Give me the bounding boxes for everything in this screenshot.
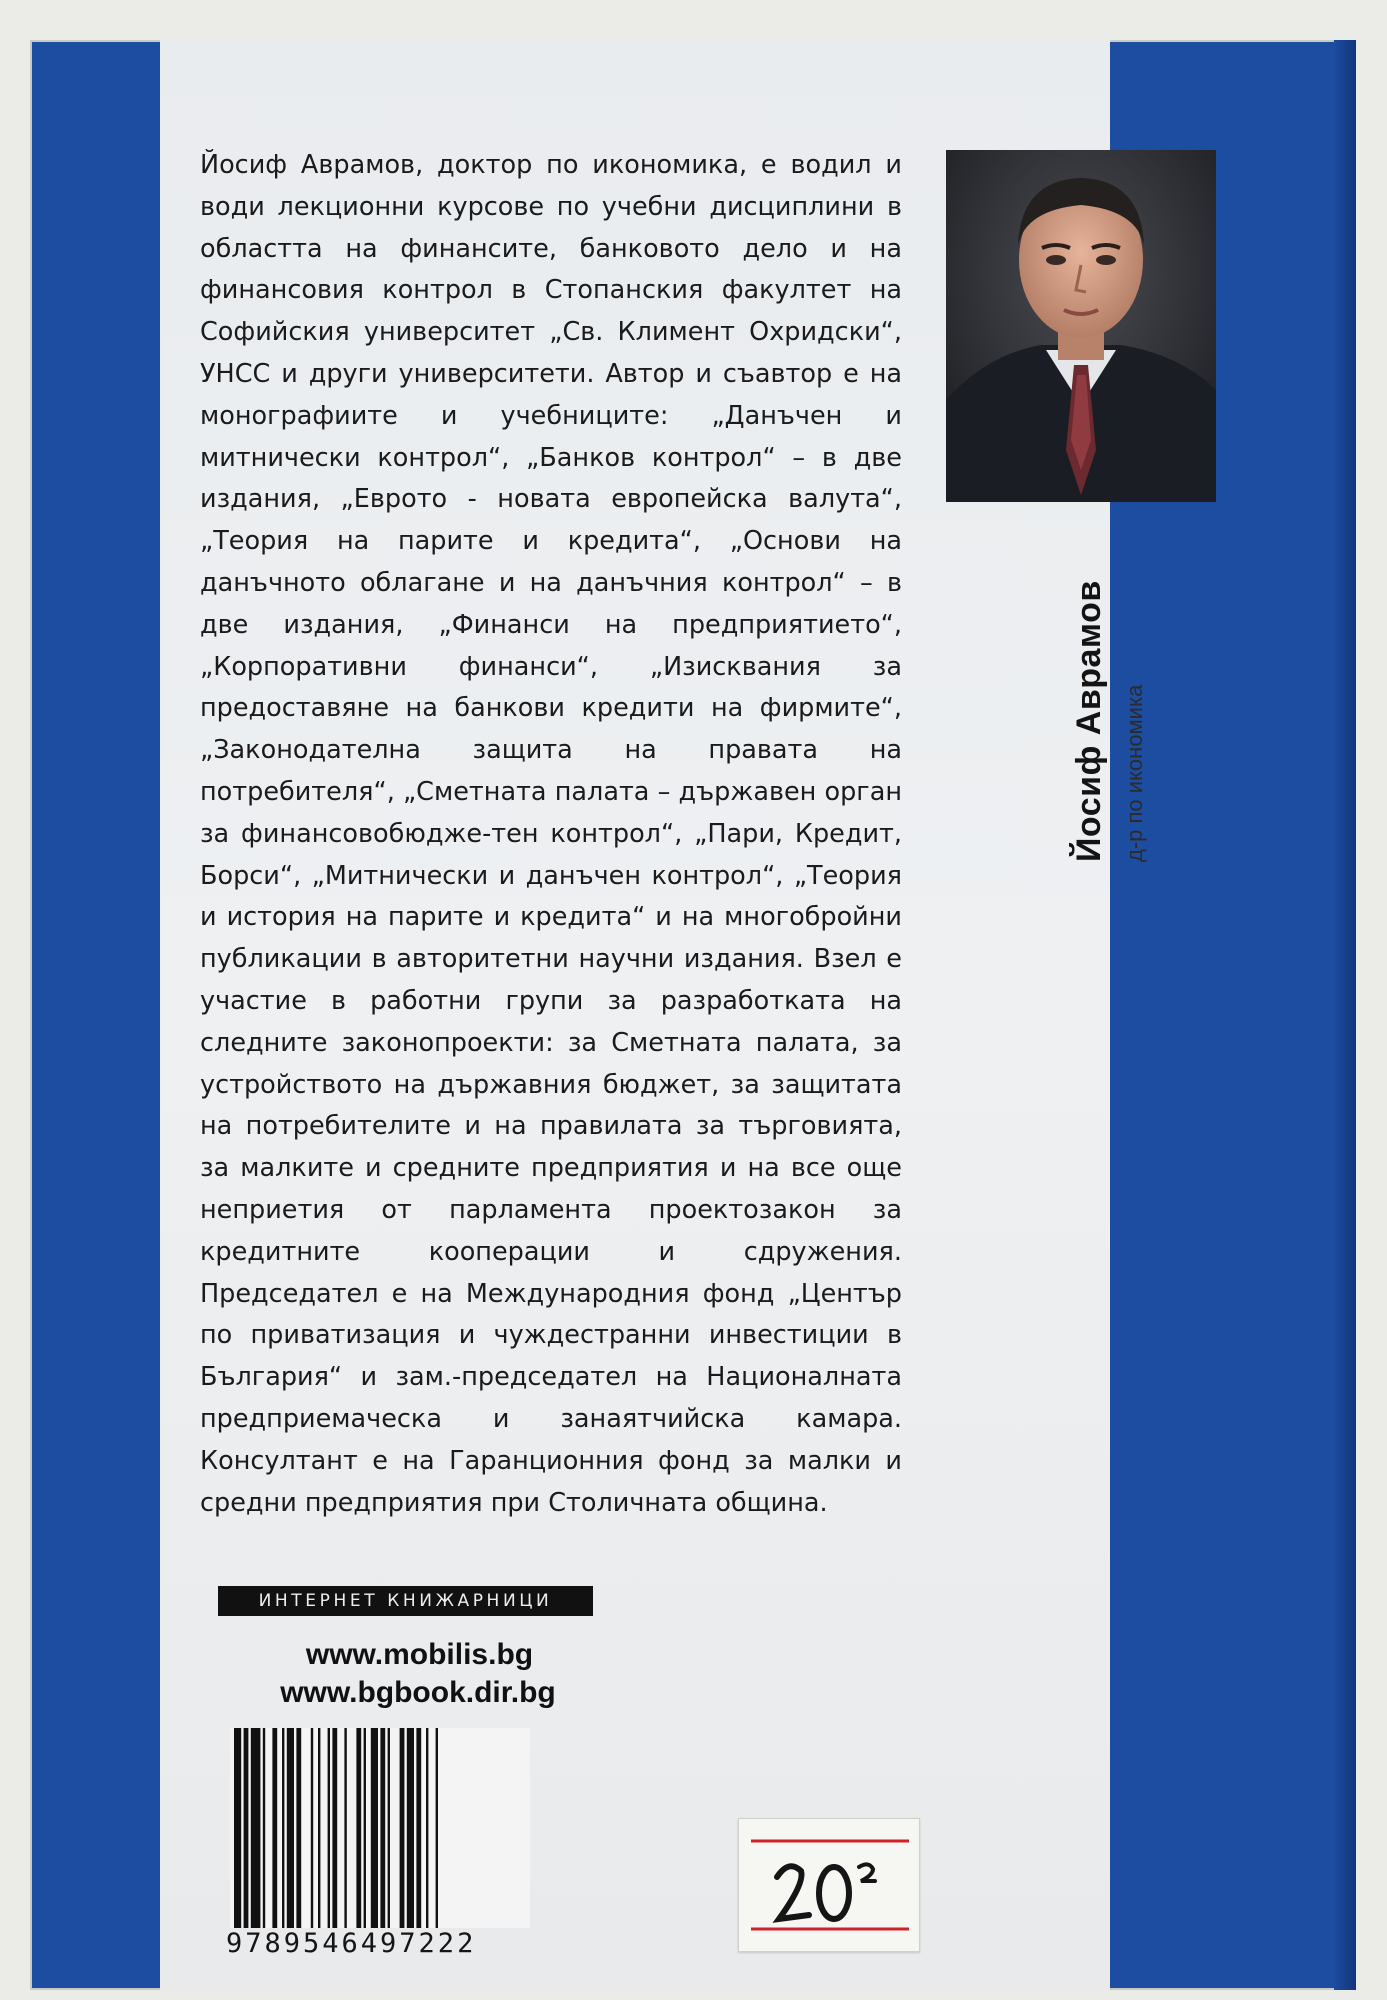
online-bookstores-banner: ИНТЕРНЕТ КНИЖАРНИЦИ xyxy=(218,1586,593,1616)
isbn-number: 9789546497222 xyxy=(226,1928,477,1959)
barcode-bar xyxy=(244,1728,249,1928)
barcode-bar xyxy=(263,1728,265,1928)
barcode-bar xyxy=(436,1728,438,1928)
barcode-bar xyxy=(234,1728,241,1928)
barcode-bar xyxy=(371,1728,378,1928)
barcode-bar xyxy=(426,1728,428,1928)
barcode-bar xyxy=(380,1728,385,1928)
barcode-bar xyxy=(287,1728,294,1928)
bookstore-url-mobilis[interactable]: www.mobilis.bg xyxy=(305,1638,534,1671)
cover-edge xyxy=(1334,40,1356,1990)
barcode-bar xyxy=(388,1728,390,1928)
barcode-bar xyxy=(272,1728,277,1928)
barcode-bar xyxy=(296,1728,301,1928)
barcode-bar xyxy=(332,1728,337,1928)
book-back-cover xyxy=(30,40,1356,1990)
barcode-bar xyxy=(344,1728,346,1928)
barcode-bar xyxy=(364,1728,366,1928)
barcode-bar xyxy=(407,1728,414,1928)
barcode-bar xyxy=(311,1728,313,1928)
barcode-bar xyxy=(356,1728,361,1928)
barcode-bar xyxy=(318,1728,320,1928)
author-name: Йосиф Аврамов xyxy=(1070,580,1108,862)
author-biography: Йосиф Аврамов, доктор по икономика, е водил и води лекционни курсове по учебни дисциплини в областта на финансите, банковото дело и на финансовия контрол в Стопанския факултет на Софийския университет „Св. Климент Охридски“, УНСС и други университети. Автор и съавтор е на монографиите и учебниците: „Данъчен и митнически контрол“, „Банков контрол“ – в две издания, „Еврото - новата европейска валута“, „Теория на парите и кредита“, „Основи на данъчното облагане и на данъчния контрол“ – в две издания, „Финанси на предприятието“, „Корпоративни финанси“, „Изисквания за предоставяне на банкови кредити на фирмите“, „Законодателна защита на правата на потребителя“, „Сметната палата – държавен орган за финансовобюдже-тен контрол“, „Пари, Кредит, Борси“, „Митнически и данъчен контрол“, „Теория и история на парите и кредита“ и на многобройни публикации в авторитетни научни издания. Взел е участие в работни групи за разработката на следните законопроекти: за Сметната палата, за устройството на държавния бюджет, за защитата на потребителите и на правилата за търговията, за малките и средните предприятия и на все още неприетия от парламента проектозакон за кредитните кооперации и сдружения. Председател е на Международния фонд „Център по приватизация и чуждестранни инвестиции в България“ и зам.-председател на Националната предприемаческа и занаятчийска камара. Консултант е на Гаранционния фонд за малки и средни предприятия при Столичната община. xyxy=(200,150,902,1518)
bookstore-url-bgbook[interactable]: www.bgbook.dir.bg xyxy=(280,1676,556,1709)
author-degree: д-р по икономика xyxy=(1122,684,1147,862)
barcode-bar xyxy=(400,1728,405,1928)
price-sticker xyxy=(738,1818,920,1952)
white-panel xyxy=(160,40,1147,1990)
isbn-barcode xyxy=(230,1728,530,1928)
author-photo xyxy=(946,150,1216,502)
barcode-bar xyxy=(251,1728,261,1928)
barcode-bar xyxy=(328,1728,330,1928)
barcode-bar xyxy=(416,1728,421,1928)
barcode-bar xyxy=(282,1728,284,1928)
